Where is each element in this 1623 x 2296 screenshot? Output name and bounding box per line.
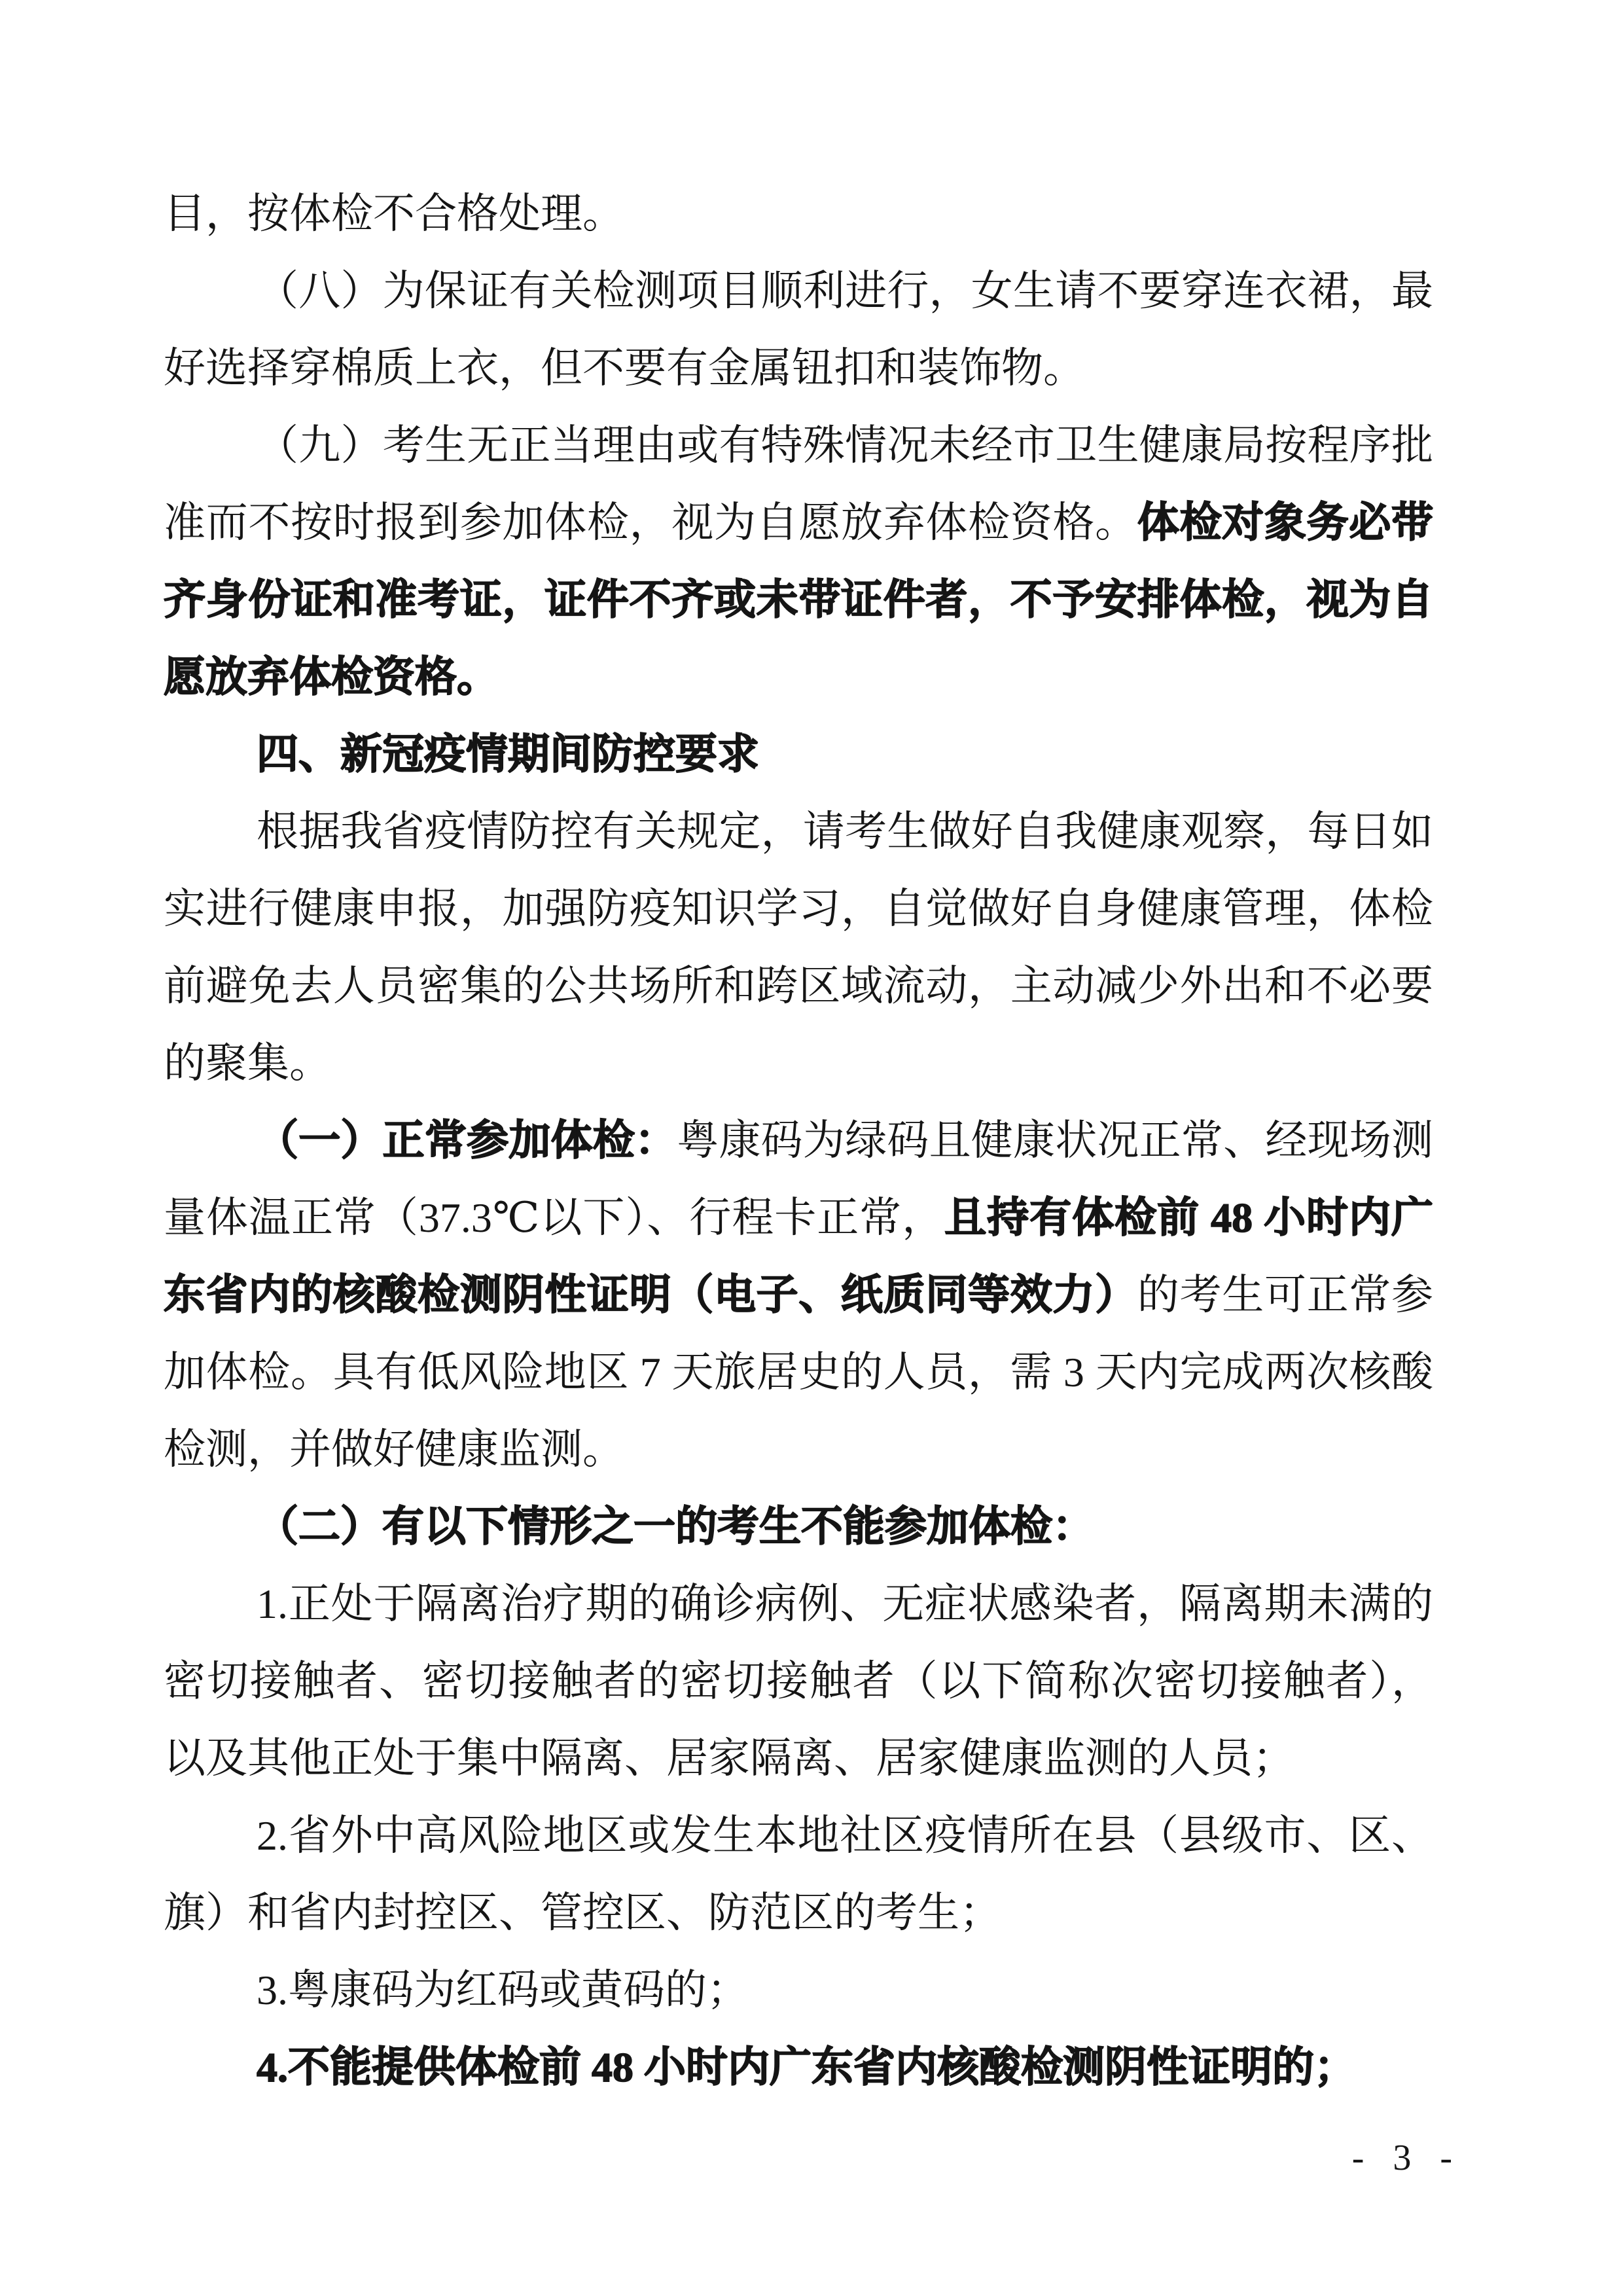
document-line [164,1179,1433,1257]
text-segment: 加体检。具有低风险地区 7 天旅居史的人员，需 3 天内完成两次核酸 [164,1349,1433,1395]
document-line [164,1874,1433,1952]
text-segment: 粤康码为绿码且健康状况正常、经现场测 [677,1117,1434,1164]
text-segment: （八）为保证有关检测项目顺利进行，女生请不要穿连衣裙，最 [257,268,1433,314]
document-line [164,793,1433,870]
text-segment: 旗）和省内封控区、管控区、防范区的考生； [164,1890,1001,1936]
text-segment: 齐身份证和准考证，证件不齐或未带证件者，不予安排体检，视为自 [164,577,1433,623]
text-segment: 东省内的核酸检测阴性证明（电子、纸质同等效力） [164,1272,1137,1318]
text-segment: 好选择穿棉质上衣，但不要有金属钮扣和装饰物。 [164,345,1085,391]
text-segment: 2.省外中高风险地区或发生本地社区疫情所在县（县级市、区、 [257,1812,1433,1859]
document-line [164,1411,1433,1488]
document-line [164,1952,1433,2029]
document-line [164,484,1433,562]
document-line [164,1566,1433,1643]
text-segment: 体检对象务必带 [1137,499,1434,546]
document-line [164,2029,1433,2106]
document-line [164,1797,1433,1874]
text-segment: 实进行健康申报，加强防疫知识学习，自觉做好自身健康管理，体检 [164,886,1433,932]
page-number: - 3 - [1351,2138,1455,2178]
document-line [164,1720,1433,1797]
document-line [164,1257,1433,1334]
text-segment: 且持有体检前 48 小时内广 [944,1194,1434,1241]
text-segment: 四、新冠疫情期间防控要求 [257,731,759,778]
text-segment: 准而不按时报到参加体检，视为自愿放弃体检资格。 [164,499,1137,546]
text-segment: 3.粤康码为红码或黄码的； [257,1967,749,2013]
document-line [164,1488,1433,1566]
document-line [164,1102,1433,1179]
text-segment: 前避免去人员密集的公共场所和跨区域流动，主动减少外出和不必要 [164,963,1433,1009]
document-line [164,562,1433,639]
document-line [164,870,1433,948]
text-segment: （一）正常参加体检： [257,1117,677,1164]
text-segment: 密切接触者、密切接触者的密切接触者（以下简称次密切接触者）， [164,1658,1433,1704]
text-segment: 的聚集。 [164,1040,331,1086]
document-line [164,948,1433,1025]
text-segment: 4.不能提供体检前 48 小时内广东省内核酸检测阴性证明的； [257,2044,1356,2090]
text-segment: 检测，并做好健康监测。 [164,1426,624,1473]
document-line [164,407,1433,484]
document-line [164,330,1433,407]
document-line [164,175,1433,253]
text-segment: 的考生可正常参 [1137,1272,1434,1318]
text-segment: 愿放弃体检资格。 [164,654,499,700]
text-segment: 以及其他正处于集中隔离、居家隔离、居家健康监测的人员； [164,1735,1294,1782]
document-line [164,1025,1433,1102]
section-heading [164,716,1433,793]
text-segment: （二）有以下情形之一的考生不能参加体检： [257,1503,1094,1550]
text-segment: 根据我省疫情防控有关规定，请考生做好自我健康观察，每日如 [257,808,1433,855]
document-line [164,1643,1433,1720]
text-segment: 1.正处于隔离治疗期的确诊病例、无症状感染者，隔离期未满的 [257,1581,1433,1627]
text-segment: 目，按体检不合格处理。 [164,190,624,237]
text-segment: 量体温正常（37.3℃以下）、行程卡正常， [164,1194,945,1241]
text-segment: （九）考生无正当理由或有特殊情况未经市卫生健康局按程序批 [257,422,1433,469]
document-line [164,639,1433,716]
document-body [164,175,1433,2106]
document-line [164,253,1433,330]
document-line [164,1334,1433,1411]
